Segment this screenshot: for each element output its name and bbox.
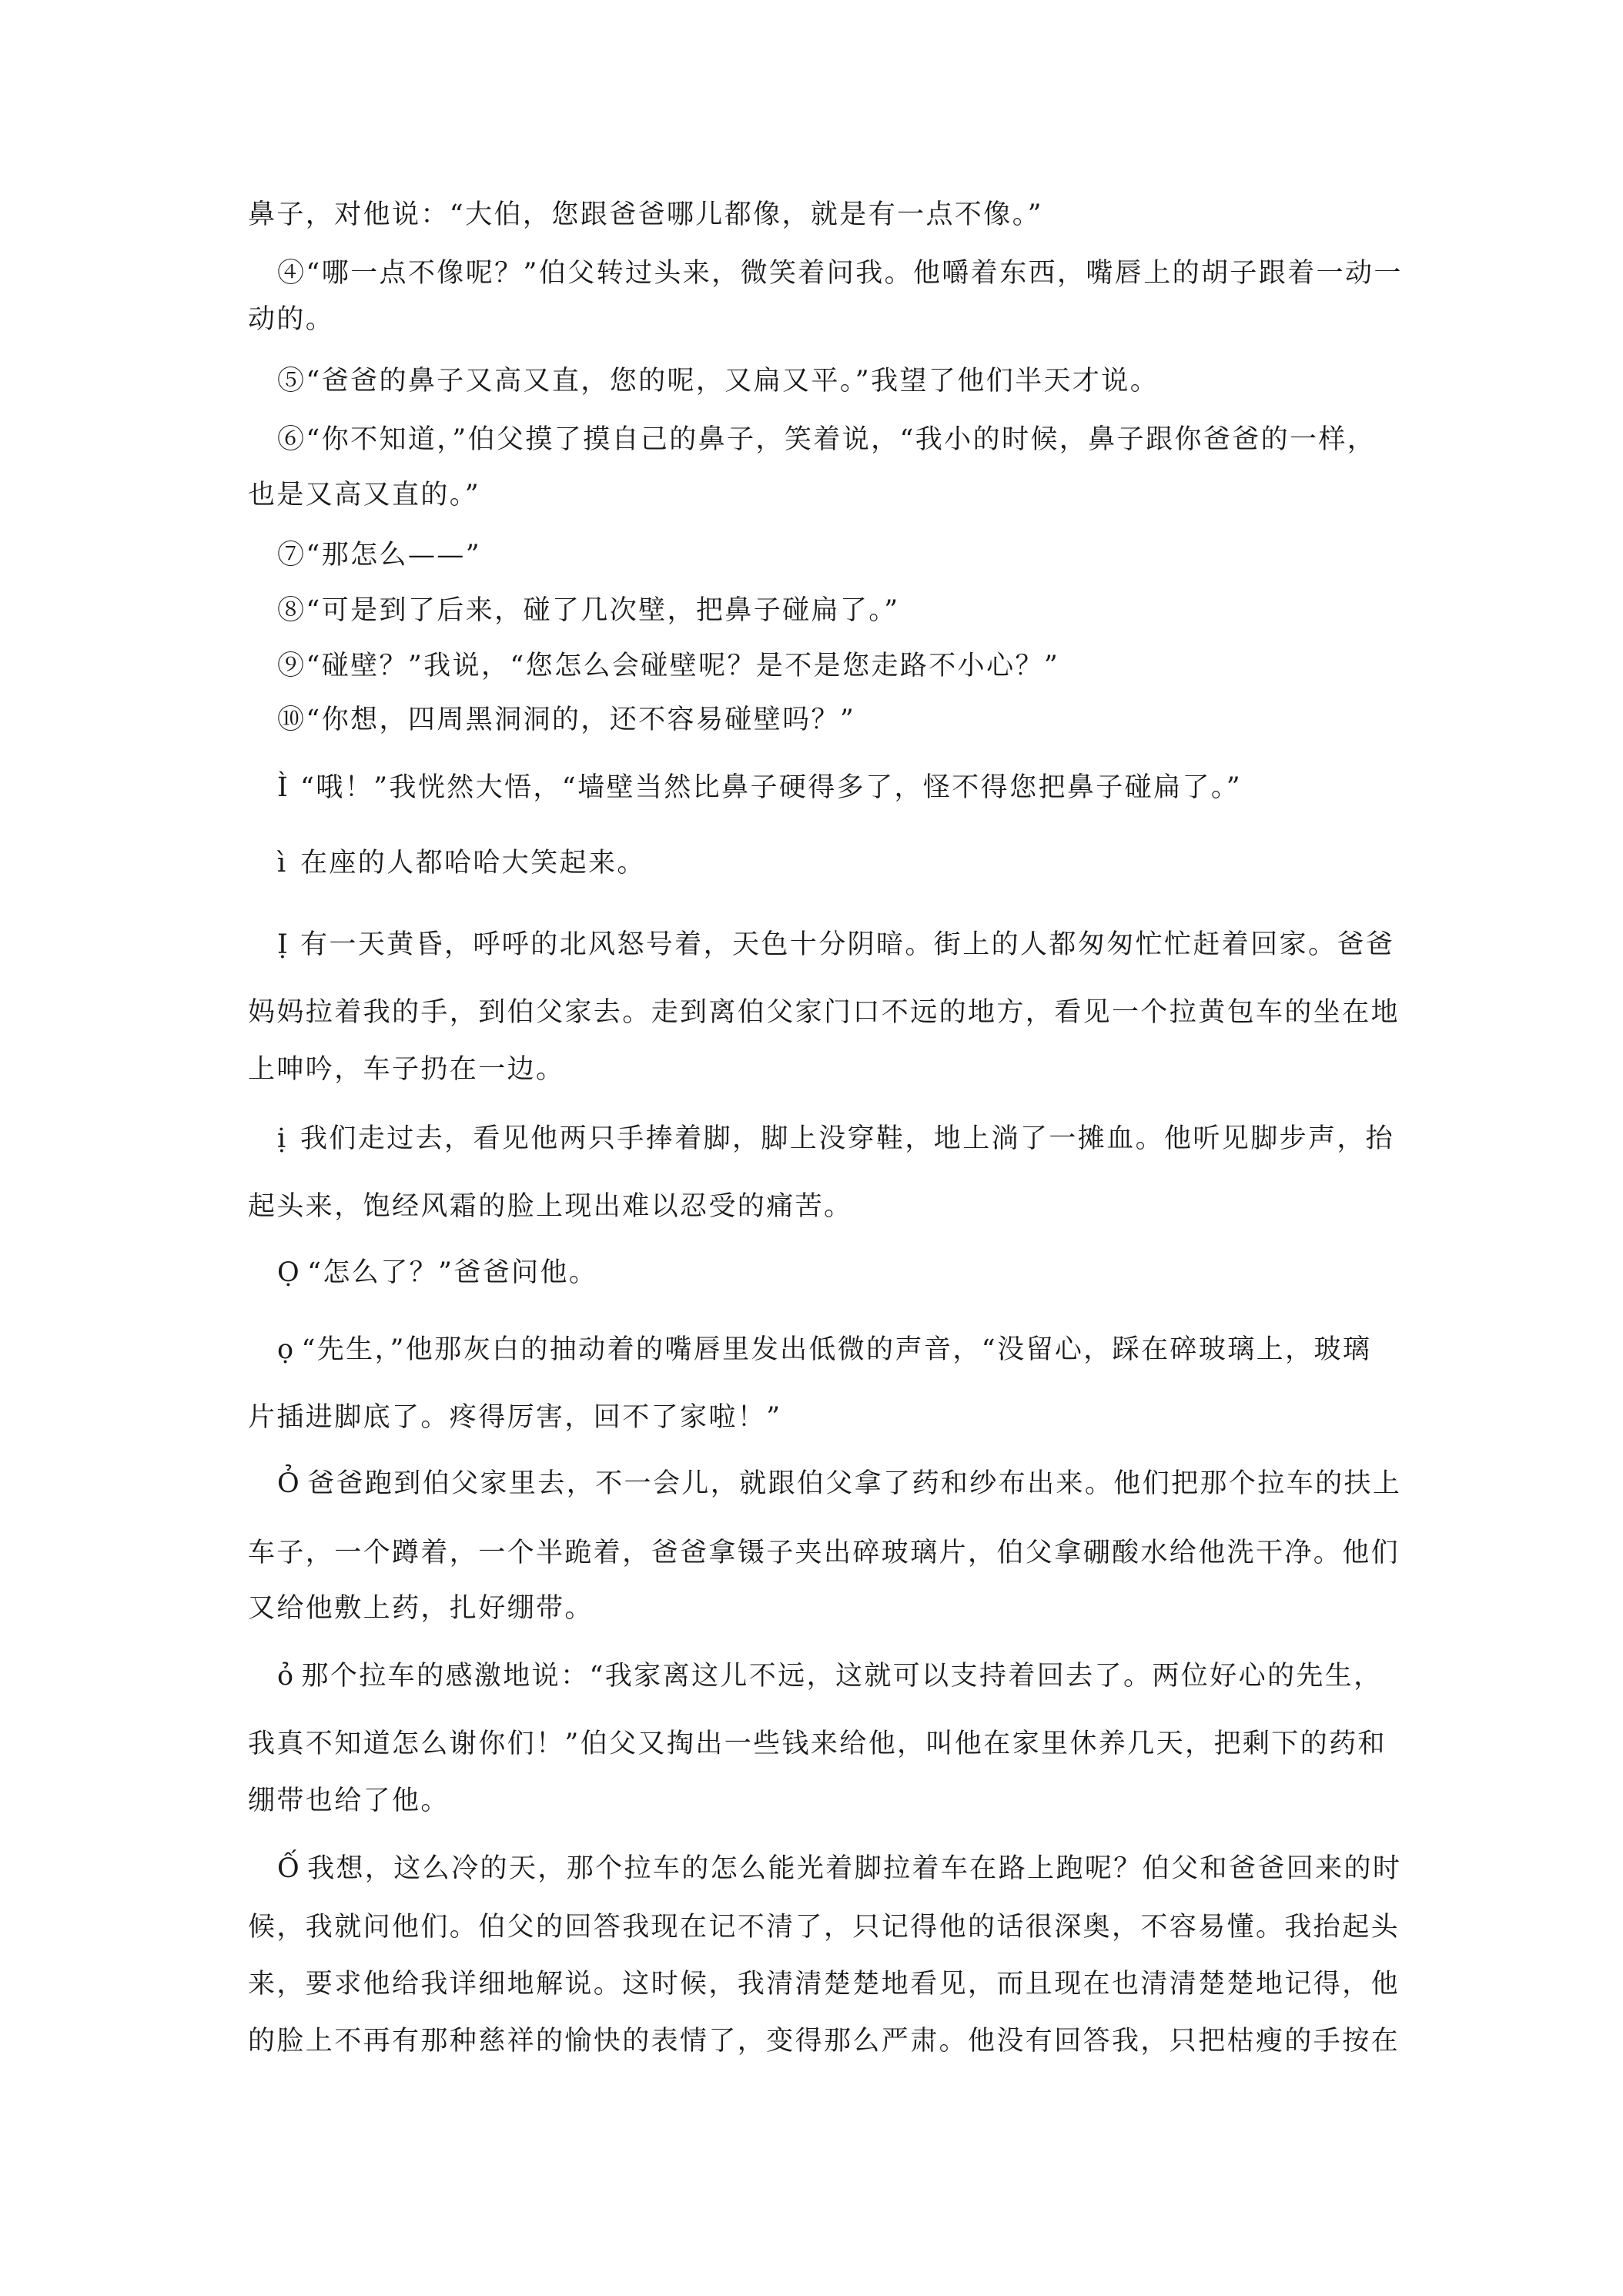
paragraph-marker: Ị — [277, 929, 290, 960]
paragraph-line: ⑥“你不知道，”伯父摸了摸自己的鼻子，笑着说，“我小的时候，鼻子跟你爸爸的一样， — [277, 424, 1377, 455]
paragraph-marker: ỏ — [277, 1661, 296, 1692]
paragraph-marker: ọ — [277, 1334, 296, 1365]
paragraph-line: 来，要求他给我详细地解说。这时候，我清清楚楚地看见，而且现在也清清楚楚地记得，他 — [248, 1969, 1400, 2000]
paragraph-marker: ị — [277, 1123, 288, 1154]
paragraph-line: ⑧“可是到了后来，碰了几次壁，把鼻子碰扁了。” — [277, 595, 900, 626]
paragraph-line: 候，我就问他们。伯父的回答我现在记不清了，只记得他的话很深奥，不容易懂。我抬起头 — [248, 1912, 1400, 1943]
paragraph-line: ỏ 那个拉车的感激地说：“我家离这儿不远，这就可以支持着回去了。两位好心的先生， — [277, 1661, 1383, 1692]
paragraph-line: 的脸上不再有那种慈祥的愉快的表情了，变得那么严肃。他没有回答我，只把枯瘦的手按在 — [248, 2026, 1400, 2057]
paragraph-line: 鼻子，对他说：“大伯，您跟爸爸哪儿都像，就是有一点不像。” — [248, 199, 1043, 230]
paragraph-line: 我真不知道怎么谢你们！”伯父又掏出一些钱来给他，叫他在家里休养几天，把剩下的药和 — [248, 1729, 1387, 1759]
paragraph-line: ④“哪一点不像呢？”伯父转过头来，微笑着问我。他嚼着东西，嘴唇上的胡子跟着一动一 — [277, 258, 1403, 289]
paragraph-line: ⑦“那怎么——” — [277, 540, 481, 571]
paragraph-line: 片插进脚底了。疼得厉害，回不了家啦！” — [248, 1402, 782, 1433]
paragraph-line: Ì “哦！”我恍然大悟，“墙壁当然比鼻子硬得多了，怪不得您把鼻子碰扁了。” — [277, 772, 1243, 803]
paragraph-line: ⑨“碰壁？”我说，“您怎么会碰壁呢？是不是您走路不小心？” — [277, 651, 1060, 681]
paragraph-line: 起头来，饱经风霜的脸上现出难以忍受的痛苦。 — [248, 1191, 853, 1222]
paragraph-marker: Ố — [277, 1853, 302, 1884]
paragraph-marker: Ỏ — [277, 1468, 302, 1499]
paragraph-line: 上呻吟，车子扔在一边。 — [248, 1054, 565, 1085]
paragraph-line: 车子，一个蹲着，一个半跪着，爸爸拿镊子夹出碎玻璃片，伯父拿硼酸水给他洗干净。他们 — [248, 1538, 1400, 1568]
paragraph-line: Ị 有一天黄昏，呼呼的北风怒号着，天色十分阴暗。街上的人都匆匆忙忙赶着回家。爸爸 — [277, 929, 1395, 960]
paragraph-line: 也是又高又直的。” — [248, 480, 480, 510]
paragraph-line: ⑩“你想，四周黑洞洞的，还不容易碰壁吗？” — [277, 705, 856, 735]
paragraph-line: 又给他敷上药，扎好绷带。 — [248, 1593, 594, 1624]
paragraph-line: ọ “先生，”他那灰白的抽动着的嘴唇里发出低微的声音，“没留心，踩在碎玻璃上，玻璃 — [277, 1334, 1372, 1365]
paragraph-line: ⑤“爸爸的鼻子又高又直，您的呢，又扁又平。”我望了他们半天才说。 — [277, 366, 1160, 397]
paragraph-line: ì 在座的人都哈哈大笑起来。 — [277, 848, 646, 879]
paragraph-marker: ì — [277, 848, 288, 879]
paragraph-line: 动的。 — [248, 304, 335, 335]
paragraph-line: Ọ “怎么了？”爸爸问他。 — [277, 1257, 598, 1288]
paragraph-line: Ỏ 爸爸跑到伯父家里去，不一会儿，就跟伯父拿了药和纱布出来。他们把那个拉车的扶上 — [277, 1468, 1402, 1499]
paragraph-line: Ố 我想，这么冷的天，那个拉车的怎么能光着脚拉着车在路上跑呢？伯父和爸爸回来的时 — [277, 1853, 1402, 1884]
paragraph-marker: Ọ — [277, 1257, 302, 1288]
paragraph-line: 绷带也给了他。 — [248, 1786, 450, 1816]
paragraph-line: ị 我们走过去，看见他两只手捧着脚，脚上没穿鞋，地上淌了一摊血。他听见脚步声，抬 — [277, 1123, 1395, 1154]
paragraph-line: 妈妈拉着我的手，到伯父家去。走到离伯父家门口不远的地方，看见一个拉黄包车的坐在地 — [248, 997, 1400, 1028]
paragraph-marker: Ì — [277, 772, 290, 803]
